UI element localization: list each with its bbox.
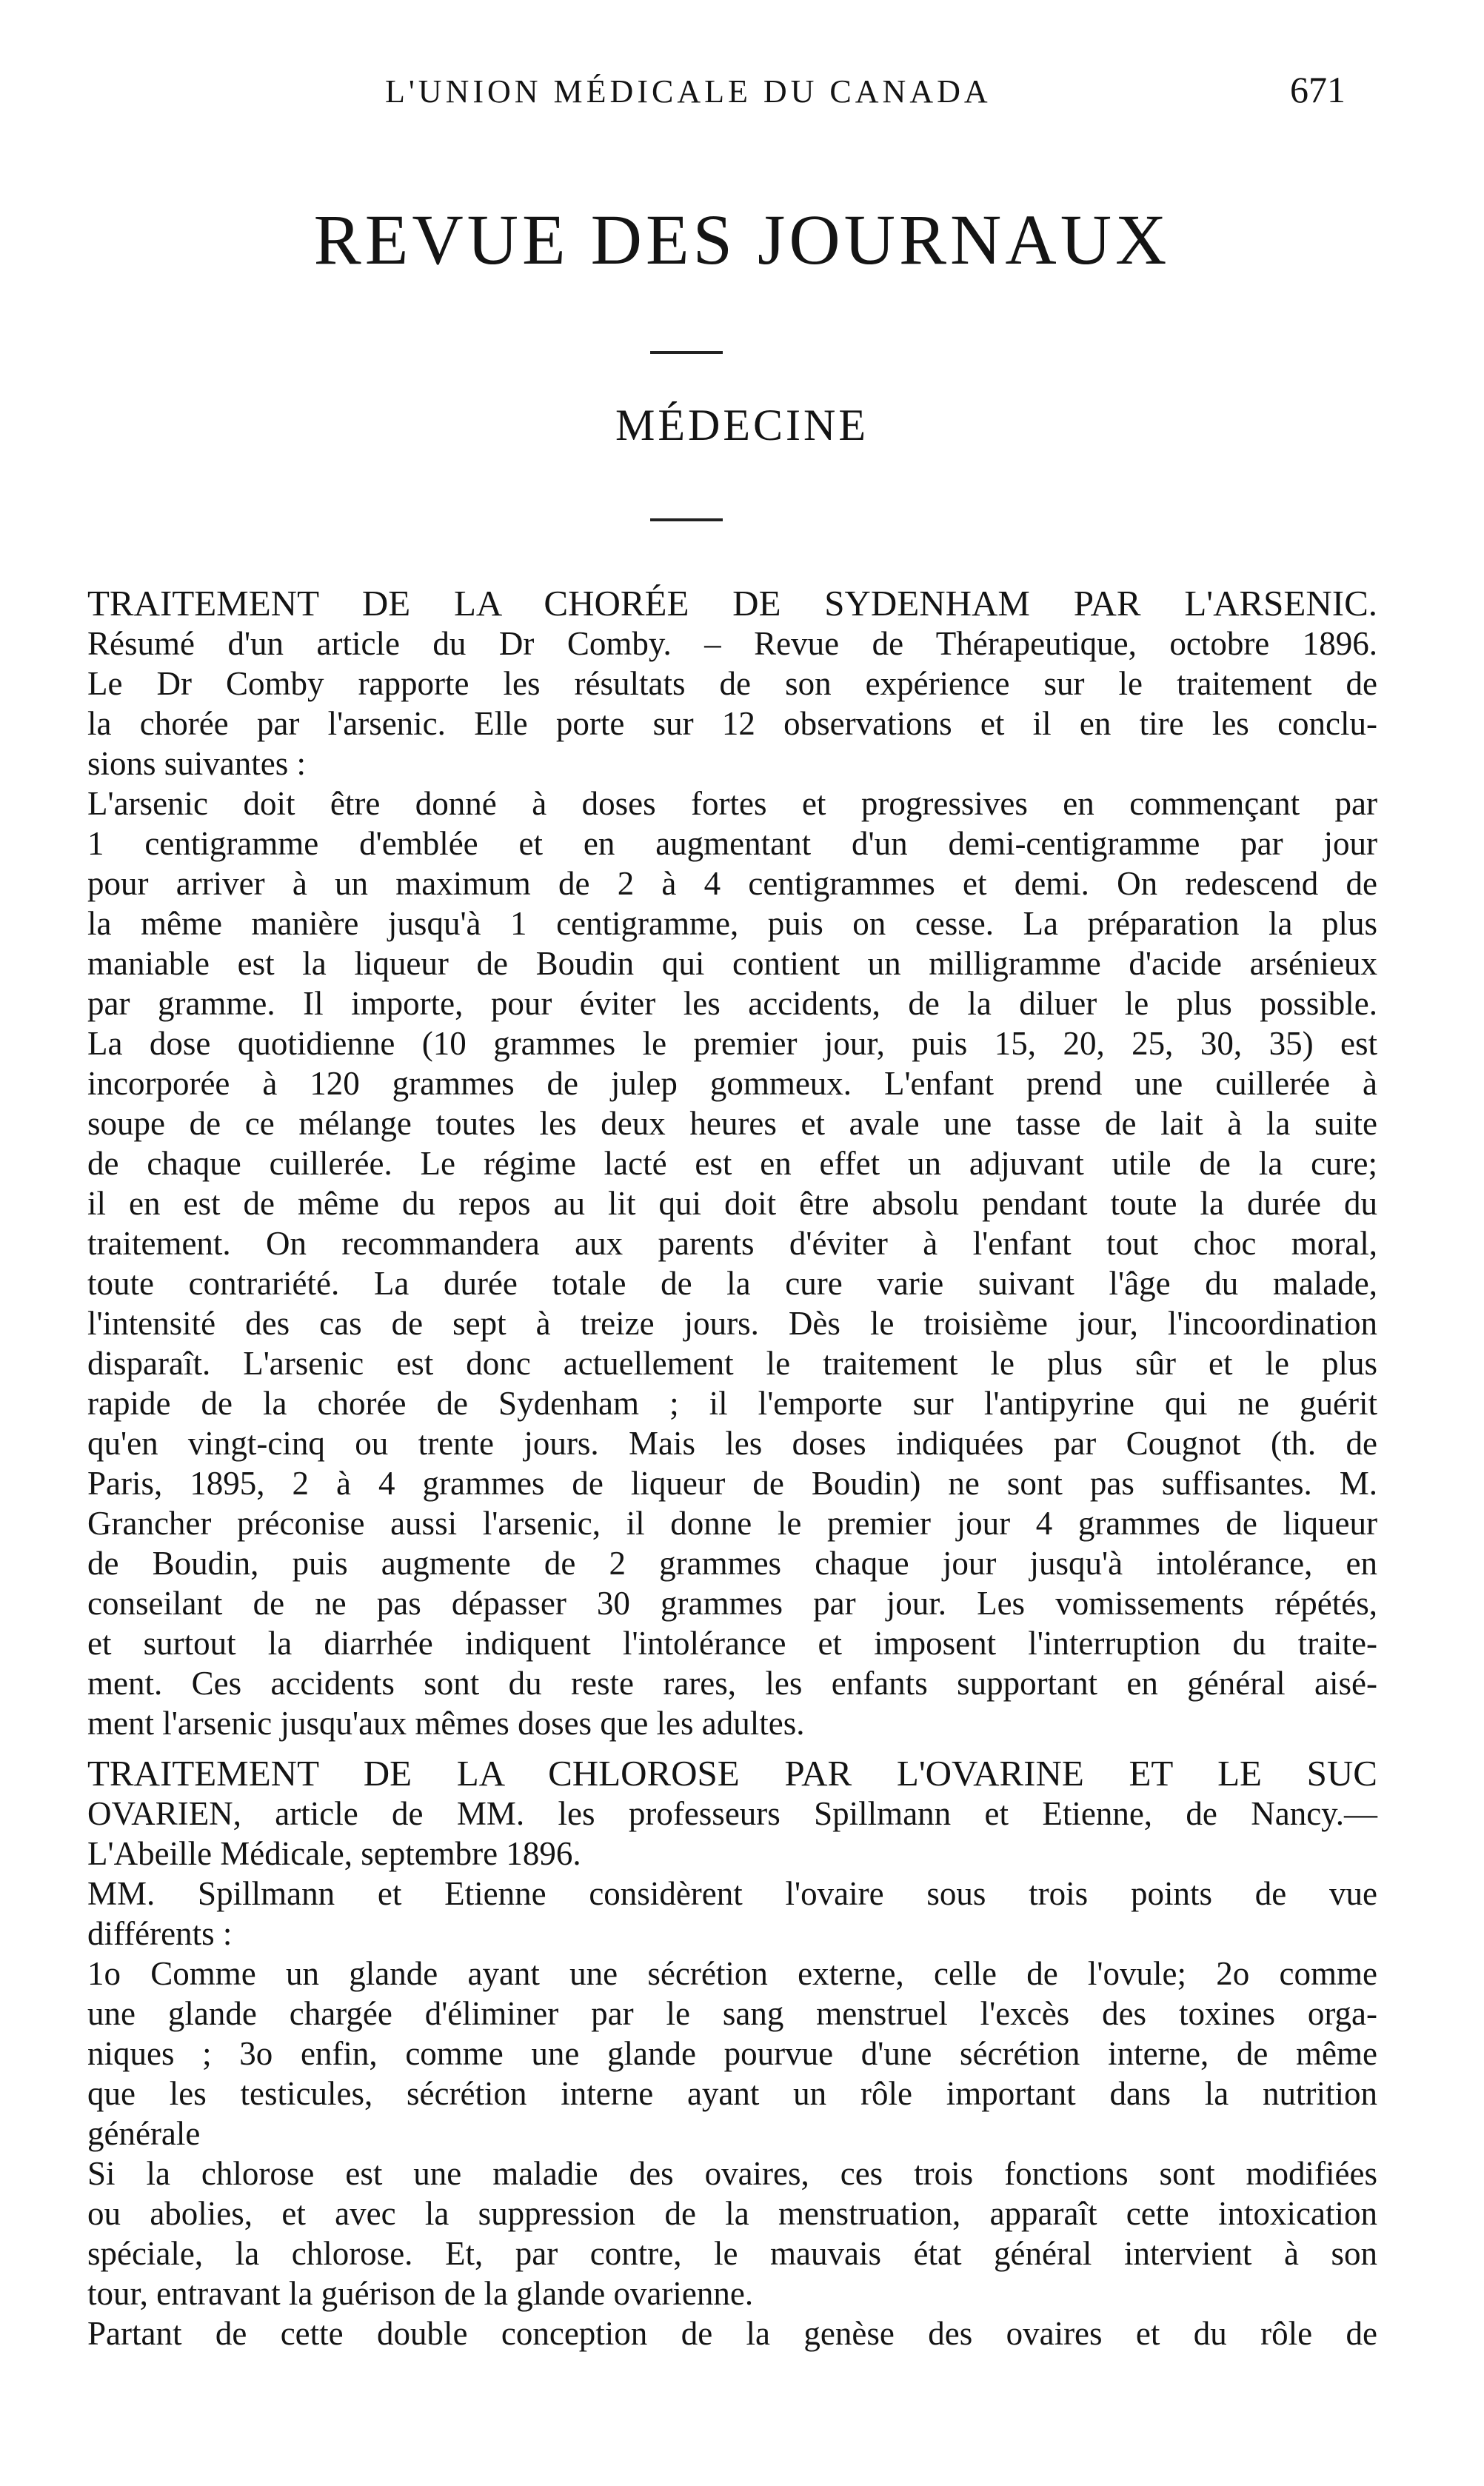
article-line: Le Dr Comby rapporte les résultats de son expérience sur le traitement de bbox=[87, 665, 1377, 702]
article-line: traitement. On recommandera aux parents d'éviter à l'enfant tout choc moral, bbox=[87, 1225, 1377, 1262]
article-line: spéciale, la chlorose. Et, par contre, le mauvais état général intervient à son bbox=[87, 2235, 1377, 2272]
page-number: 671 bbox=[1290, 69, 1346, 110]
article-line: la même manière jusqu'à 1 centigramme, puis on cesse. La préparation la plus bbox=[87, 905, 1377, 942]
article-chlorosis bbox=[87, 1754, 1377, 2353]
article-line: par gramme. Il importe, pour éviter les accidents, de la diluer le plus possible. bbox=[87, 985, 1377, 1022]
article-line: OVARIEN, article de MM. les professeurs Spillmann et Etienne, de Nancy.— bbox=[87, 1795, 1377, 1832]
article-line: Si la chlorose est une maladie des ovaires, ces trois fonctions sont modifiées bbox=[87, 2155, 1377, 2192]
section-heading: MÉDECINE bbox=[615, 401, 869, 450]
article-line: différents : bbox=[87, 1915, 233, 1952]
article-line: sions suivantes : bbox=[87, 745, 307, 782]
article-line: Paris, 1895, 2 à 4 grammes de liqueur de Boudin) ne sont pas suffisantes. M. bbox=[87, 1465, 1377, 1502]
article-line: L'Abeille Médicale, septembre 1896. bbox=[87, 1835, 581, 1872]
article-line: maniable est la liqueur de Boudin qui contient un milligramme d'acide arsénieux bbox=[87, 945, 1377, 982]
article-line: ment. Ces accidents sont du reste rares, les enfants supportant en général aisé- bbox=[87, 1665, 1377, 1702]
article-line: qu'en vingt-cinq ou trente jours. Mais les doses indiquées par Cougnot (th. de bbox=[87, 1425, 1377, 1462]
article-line: Grancher préconise aussi l'arsenic, il donne le premier jour 4 grammes de liqueur bbox=[87, 1505, 1377, 1542]
article-line: rapide de la chorée de Sydenham ; il l'emporte sur l'antipyrine qui ne guérit bbox=[87, 1385, 1377, 1422]
article-line: que les testicules, sécrétion interne ayant un rôle important dans la nutrition bbox=[87, 2075, 1377, 2112]
article-line: de chaque cuillerée. Le régime lacté est en effet un adjuvant utile de la cure; bbox=[87, 1145, 1377, 1182]
article-line: L'arsenic doit être donné à doses fortes et progressives en commençant par bbox=[87, 785, 1377, 822]
article-line: tour, entravant la guérison de la glande ovarienne. bbox=[87, 2275, 754, 2312]
article-line: Résumé d'un article du Dr Comby. – Revue de Thérapeutique, octobre 1896. bbox=[87, 625, 1377, 662]
article-line: la chorée par l'arsenic. Elle porte sur 12 observations et il en tire les conclu- bbox=[87, 705, 1377, 742]
article-line: toute contrariété. La durée totale de la cure varie suivant l'âge du malade, bbox=[87, 1265, 1377, 1302]
article-line: disparaît. L'arsenic est donc actuellement le traitement le plus sûr et le plus bbox=[87, 1345, 1377, 1382]
article-line: pour arriver à un maximum de 2 à 4 centigrammes et demi. On redescend de bbox=[87, 865, 1377, 902]
article-line: incorporée à 120 grammes de julep gommeux. L'enfant prend une cuillerée à bbox=[87, 1065, 1377, 1102]
article-heading: TRAITEMENT DE LA CHORÉE DE SYDENHAM PAR L'ARSENIC. bbox=[87, 583, 1377, 624]
article-line: La dose quotidienne (10 grammes le premier jour, puis 15, 20, 25, 30, 35) est bbox=[87, 1025, 1377, 1062]
article-line: soupe de ce mélange toutes les deux heures et avale une tasse de lait à la suite bbox=[87, 1105, 1377, 1142]
article-line: MM. Spillmann et Etienne considèrent l'ovaire sous trois points de vue bbox=[87, 1875, 1377, 1912]
article-line: ment l'arsenic jusqu'aux mêmes doses que les adultes. bbox=[87, 1705, 805, 1742]
article-heading: TRAITEMENT DE LA CHLOROSE PAR L'OVARINE ET LE SUC bbox=[87, 1753, 1377, 1794]
running-head: L'UNION MÉDICALE DU CANADA bbox=[385, 73, 992, 110]
article-line: niques ; 3o enfin, comme une glande pourvue d'une sécrétion interne, de même bbox=[87, 2035, 1377, 2072]
article-line: Partant de cette double conception de la genèse des ovaires et du rôle de bbox=[87, 2315, 1377, 2352]
article-line: et surtout la diarrhée indiquent l'intolérance et imposent l'interruption du traite- bbox=[87, 1625, 1377, 1662]
article-line: générale bbox=[87, 2115, 201, 2152]
article-line: ou abolies, et avec la suppression de la menstruation, apparaît cette intoxication bbox=[87, 2195, 1377, 2232]
article-line: de Boudin, puis augmente de 2 grammes chaque jour jusqu'à intolérance, en bbox=[87, 1545, 1377, 1582]
article-line: il en est de même du repos au lit qui doit être absolu pendant toute la durée du bbox=[87, 1185, 1377, 1222]
article-chorea bbox=[87, 584, 1377, 1743]
page-title: REVUE DES JOURNAUX bbox=[313, 200, 1171, 279]
section-divider bbox=[650, 518, 723, 521]
article-line: 1 centigramme d'emblée et en augmentant d'un demi-centigramme par jour bbox=[87, 825, 1377, 862]
article-line: l'intensité des cas de sept à treize jours. Dès le troisième jour, l'incoordination bbox=[87, 1305, 1377, 1342]
article-line: 1o Comme un glande ayant une sécrétion externe, celle de l'ovule; 2o comme bbox=[87, 1955, 1377, 1992]
article-line: conseilant de ne pas dépasser 30 grammes par jour. Les vomissements répétés, bbox=[87, 1585, 1377, 1622]
title-divider bbox=[650, 351, 723, 354]
article-line: une glande chargée d'éliminer par le sang menstruel l'excès des toxines orga- bbox=[87, 1995, 1377, 2032]
